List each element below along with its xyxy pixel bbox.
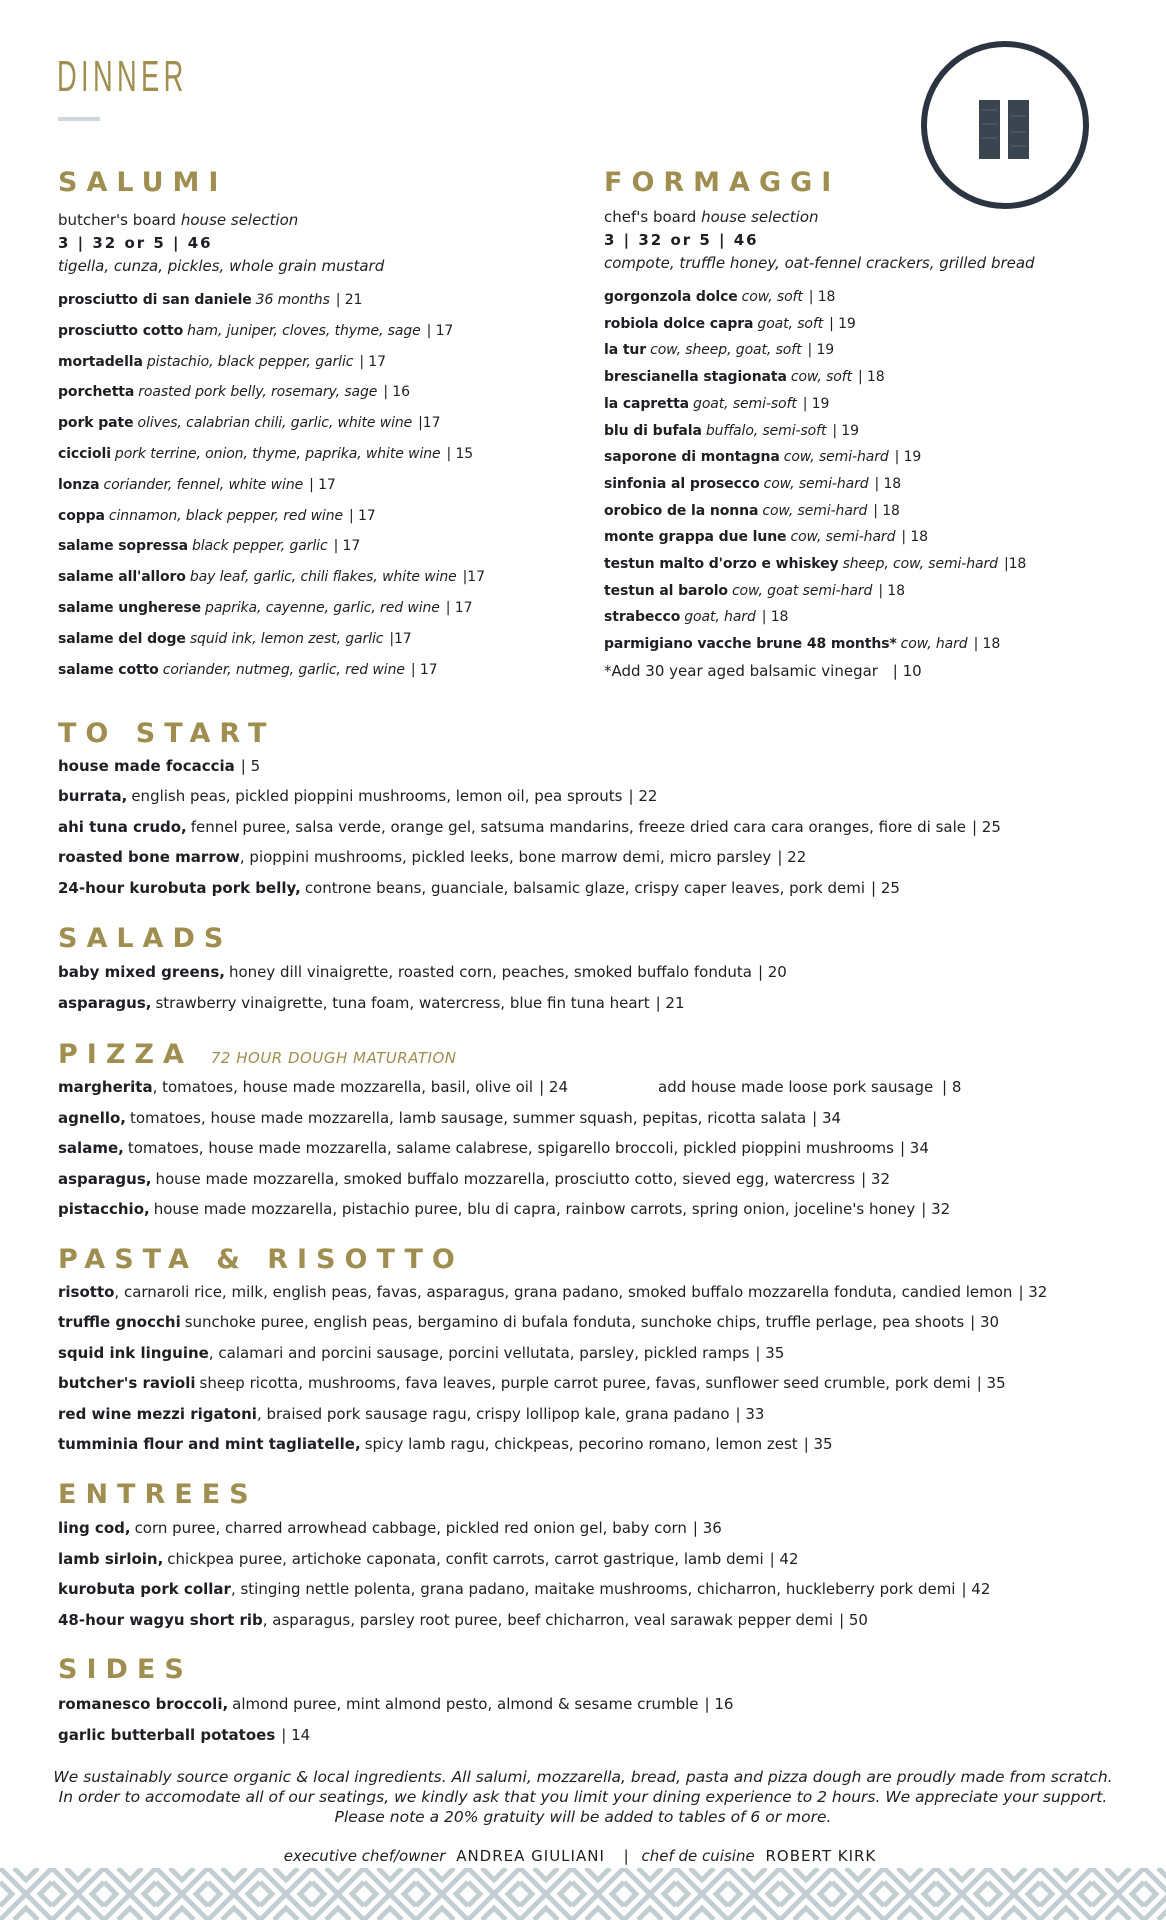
- board-desc: house selection: [701, 208, 819, 226]
- menu-item: [604, 422, 859, 440]
- note-price: | 10: [892, 662, 922, 680]
- item-price: | 18: [857, 369, 885, 386]
- item-name: salame sopressa: [58, 538, 188, 555]
- item-description: fennel puree, salsa verde, orange gel, satsuma mandarins, freeze dried cara cara oranges, fiore di sale: [190, 817, 966, 836]
- item-name: agnello,: [58, 1108, 126, 1127]
- item-price: | 5: [240, 757, 261, 775]
- menu-item: [58, 1726, 310, 1744]
- menu-item: [58, 1200, 950, 1218]
- item-price: | 21: [655, 993, 685, 1012]
- item-name: ciccioli: [58, 446, 111, 462]
- item-price: | 32: [921, 1200, 951, 1218]
- item-description: sheep ricotta, mushrooms, fava leaves, purple carrot puree, favas, sunflower seed crumble, pork demi: [199, 1374, 971, 1393]
- addon-price: | 8: [942, 1078, 962, 1096]
- item-name: asparagus,: [58, 993, 152, 1012]
- item-name: garlic butterball potatoes: [58, 1725, 276, 1744]
- item-name: porchetta: [58, 384, 135, 401]
- item-price: | 35: [803, 1435, 833, 1453]
- item-description: cinnamon, black pepper, red wine: [108, 507, 344, 524]
- item-price: | 16: [704, 1695, 734, 1713]
- menu-item: [58, 1283, 1047, 1301]
- item-price: | 20: [757, 963, 787, 981]
- item-name: 48-hour wagyu short rib: [58, 1610, 263, 1629]
- item-description: coriander, nutmeg, garlic, red wine: [162, 661, 405, 678]
- item-description: cow, semi-hard: [783, 449, 889, 466]
- item-name: ahi tuna crudo,: [58, 817, 187, 836]
- item-name: lonza: [58, 476, 100, 493]
- item-name: burrata,: [58, 787, 128, 806]
- item-price: | 32: [1018, 1283, 1048, 1301]
- menu-item: [58, 291, 362, 309]
- item-name: mortadella: [58, 353, 143, 370]
- item-description: bay leaf, garlic, chili flakes, white wine: [189, 569, 457, 586]
- menu-item: [58, 383, 410, 401]
- item-description: coriander, fennel, white wine: [103, 476, 304, 493]
- menu-item: [58, 848, 806, 866]
- menu-item: [58, 1519, 722, 1537]
- item-description: , pioppini mushrooms, pickled leeks, bone marrow demi, micro parsley: [239, 848, 772, 867]
- menu-item: [58, 1344, 784, 1362]
- item-name: romanesco broccoli,: [58, 1695, 229, 1713]
- menu-item: [604, 315, 856, 333]
- item-name: butcher's ravioli: [58, 1374, 196, 1393]
- item-price: | 19: [807, 342, 835, 359]
- decorative-lattice-pattern: [0, 1868, 1166, 1920]
- item-price: | 32: [861, 1169, 891, 1188]
- item-description: olives, calabrian chili, garlic, white wine: [137, 415, 413, 432]
- item-description: tomatoes, house made mozzarella, lamb sausage, summer squash, pepitas, ricotta salata: [130, 1108, 807, 1127]
- item-price: | 18: [878, 582, 905, 599]
- footer-notice: [0, 1767, 1166, 1827]
- item-name: sinfonia al prosecco: [604, 475, 760, 492]
- board-price: 3 | 32 or 5 | 46: [58, 234, 213, 252]
- menu-item: [58, 1313, 999, 1331]
- item-name: 24-hour kurobuta pork belly,: [58, 878, 301, 897]
- menu-item: [58, 757, 260, 775]
- item-description: house made mozzarella, pistachio puree, blu di capra, rainbow carrots, spring onion, joceline's honey: [153, 1200, 916, 1218]
- item-description: chickpea puree, artichoke caponata, confit carrots, carrot gastrique, lamb demi: [167, 1549, 764, 1568]
- chef-role: executive chef/owner: [283, 1847, 446, 1865]
- item-name: coppa: [58, 507, 105, 524]
- section-title-formaggi: FORMAGGI: [604, 167, 841, 198]
- menu-item: [58, 1435, 833, 1453]
- section-title-sides: SIDES: [58, 1654, 193, 1685]
- pizza-addon: [658, 1078, 961, 1096]
- menu-item: [58, 1405, 764, 1423]
- menu-item: [58, 353, 386, 371]
- menu-item: [58, 1078, 568, 1096]
- item-description: , calamari and porcini sausage, porcini vellutata, parsley, pickled ramps: [208, 1343, 750, 1362]
- menu-item: [58, 818, 1001, 836]
- item-description: cow, hard: [900, 636, 968, 653]
- item-description: black pepper, garlic: [191, 538, 328, 555]
- item-description: pistachio, black pepper, garlic: [146, 353, 354, 370]
- item-price: | 33: [735, 1404, 765, 1423]
- menu-item: [604, 448, 921, 466]
- menu-item: [58, 1580, 990, 1598]
- item-description: roasted pork belly, rosemary, sage: [138, 384, 378, 401]
- item-name: risotto: [58, 1283, 115, 1301]
- item-name: pork pate: [58, 415, 134, 432]
- item-description: controne beans, guanciale, balsamic glaze, crispy caper leaves, pork demi: [304, 878, 865, 897]
- item-description: cow, soft: [741, 289, 803, 305]
- item-description: sheep, cow, semi-hard: [842, 556, 998, 572]
- item-name: robiola dolce capra: [604, 315, 754, 332]
- item-price: | 21: [335, 292, 363, 308]
- item-description: spicy lamb ragu, chickpeas, pecorino romano, lemon zest: [364, 1435, 798, 1453]
- item-description: cow, semi-hard: [762, 502, 868, 519]
- item-price: | 42: [961, 1580, 991, 1598]
- menu-item: [58, 414, 440, 432]
- item-name: salame del doge: [58, 630, 186, 647]
- menu-item: [604, 341, 834, 359]
- item-description: sunchoke puree, english peas, bergamino di bufala fonduta, sunchoke chips, truffle perlage, pea shoots: [184, 1313, 965, 1332]
- item-description: goat, hard: [684, 609, 756, 626]
- item-description: cow, semi-hard: [790, 529, 896, 546]
- item-description: ham, juniper, cloves, thyme, sage: [187, 322, 421, 339]
- title-divider: [58, 117, 100, 121]
- item-name: prosciutto di san daniele: [58, 292, 252, 308]
- item-price: |17: [389, 630, 412, 647]
- item-description: pork terrine, onion, thyme, paprika, white wine: [114, 446, 441, 462]
- pizza-subtitle: 72 HOUR DOUGH MATURATION: [210, 1049, 457, 1067]
- item-description: cow, sheep, goat, soft: [650, 342, 802, 359]
- item-price: | 18: [901, 529, 928, 546]
- item-name: salame all'alloro: [58, 569, 186, 586]
- item-price: | 17: [445, 600, 473, 616]
- item-price: | 25: [871, 878, 900, 897]
- item-price: | 14: [281, 1725, 311, 1744]
- item-name: salame ungherese: [58, 600, 202, 616]
- item-description: , asparagus, parsley root puree, beef chicharron, veal sarawak pepper demi: [262, 1610, 834, 1629]
- item-price: |18: [1003, 556, 1027, 572]
- menu-item: [604, 368, 885, 386]
- note-text: *Add 30 year aged balsamic vinegar: [604, 662, 878, 680]
- item-description: almond puree, mint almond pesto, almond & sesame crumble: [232, 1695, 699, 1713]
- menu-item: [604, 528, 928, 546]
- item-name: blu di bufala: [604, 422, 702, 439]
- item-name: prosciutto cotto: [58, 322, 184, 339]
- item-price: | 18: [761, 609, 789, 626]
- item-name: ling cod,: [58, 1519, 131, 1537]
- item-price: | 42: [769, 1549, 799, 1568]
- menu-item: [604, 635, 1000, 653]
- item-price: | 15: [446, 446, 474, 462]
- item-name: salame,: [58, 1139, 124, 1157]
- item-name: brescianella stagionata: [604, 369, 787, 386]
- item-name: lamb sirloin,: [58, 1549, 164, 1568]
- page-title: DINNER: [57, 52, 188, 101]
- item-description: house made mozzarella, smoked buffalo mozzarella, prosciutto cotto, sieved egg, watercress: [155, 1169, 856, 1188]
- item-description: buffalo, semi-soft: [705, 422, 827, 439]
- item-price: | 22: [777, 848, 807, 867]
- pizza-title: PIZZA: [58, 1039, 193, 1070]
- cuisine-role: chef de cuisine: [641, 1847, 755, 1865]
- menu-item: [604, 475, 901, 493]
- menu-item: [604, 608, 788, 626]
- section-title-entrees: ENTREES: [58, 1479, 258, 1510]
- item-name: truffle gnocchi: [58, 1313, 181, 1332]
- item-description: goat, semi-soft: [693, 395, 797, 412]
- menu-item: [58, 879, 900, 897]
- cuisine-name: ROBERT KIRK: [765, 1847, 877, 1865]
- menu-item: [604, 502, 900, 520]
- item-description: cow, semi-hard: [763, 475, 869, 492]
- menu-item: [604, 582, 905, 600]
- item-name: la tur: [604, 342, 647, 359]
- item-price: | 24: [539, 1078, 569, 1096]
- sourcing-note: We sustainably source organic & local ingredients. All salumi, mozzarella, bread, pasta and pizza dough are proudly made from scratch.: [53, 1768, 1113, 1786]
- item-price: | 34: [812, 1108, 842, 1127]
- menu-item: [58, 1139, 929, 1157]
- section-title-to-start: TO START: [58, 718, 276, 749]
- item-name: asparagus,: [58, 1169, 152, 1188]
- menu-item: [58, 445, 473, 463]
- item-description: paprika, cayenne, garlic, red wine: [205, 600, 440, 616]
- gratuity-note: Please note a 20% gratuity will be added to tables of 6 or more.: [334, 1808, 832, 1826]
- item-price: | 22: [628, 787, 658, 806]
- menu-item: [604, 288, 835, 306]
- item-name: strabecco: [604, 609, 681, 626]
- item-description: , carnaroli rice, milk, english peas, favas, asparagus, grana padano, smoked buffalo mozzarella fonduta, candied lemon: [114, 1283, 1013, 1301]
- menu-item: [58, 1374, 1006, 1392]
- section-title-salumi: SALUMI: [58, 167, 228, 198]
- board-desc: house selection: [180, 211, 299, 229]
- item-description: , braised pork sausage ragu, crispy lollipop kale, grana padano: [256, 1404, 730, 1423]
- item-description: , stinging nettle polenta, grana padano, maitake mushrooms, chicharron, huckleberry pork demi: [230, 1580, 956, 1598]
- section-title-pasta-risotto: PASTA & RISOTTO: [58, 1244, 464, 1275]
- item-name: house made focaccia: [58, 757, 235, 775]
- item-name: orobico de la nonna: [604, 502, 759, 519]
- menu-item: [58, 1695, 733, 1713]
- item-name: monte grappa due lune: [604, 529, 787, 546]
- menu-item: [604, 395, 829, 413]
- item-name: kurobuta pork collar: [58, 1580, 231, 1598]
- item-name: roasted bone marrow: [58, 848, 240, 867]
- menu-item: [58, 322, 453, 340]
- item-price: | 17: [410, 661, 438, 678]
- board-name: butcher's board: [58, 211, 177, 229]
- item-description: corn puree, charred arrowhead cabbage, pickled red onion gel, baby corn: [134, 1519, 687, 1537]
- item-name: margherita: [58, 1078, 153, 1096]
- board-price: 3 | 32 or 5 | 46: [604, 231, 759, 249]
- item-name: tumminia flour and mint tagliatelle,: [58, 1435, 361, 1453]
- item-description: honey dill vinaigrette, roasted corn, peaches, smoked buffalo fonduta: [228, 963, 752, 981]
- item-name: testun al barolo: [604, 582, 728, 599]
- menu-item: [58, 661, 437, 679]
- item-price: | 30: [970, 1313, 1000, 1332]
- item-name: pistacchio,: [58, 1200, 150, 1218]
- menu-item: [58, 1170, 890, 1188]
- section-title-salads: SALADS: [58, 923, 233, 954]
- item-price: | 36: [692, 1519, 722, 1537]
- menu-item: [58, 963, 787, 981]
- menu-item: [58, 787, 657, 805]
- item-description: cow, goat semi-hard: [731, 582, 873, 599]
- item-name: parmigiano vacche brune 48 months*: [604, 636, 897, 653]
- item-price: | 34: [899, 1139, 929, 1157]
- item-description: english peas, pickled pioppini mushrooms, lemon oil, pea sprouts: [131, 787, 623, 806]
- menu-item: [58, 507, 376, 525]
- item-description: goat, soft: [757, 315, 824, 332]
- board-accompaniments: tigella, cunza, pickles, whole grain mustard: [58, 257, 385, 275]
- item-price: | 19: [829, 315, 856, 332]
- item-price: | 17: [426, 322, 454, 339]
- menu-item: [58, 568, 485, 586]
- board-accompaniments: compote, truffle honey, oat-fennel crackers, grilled bread: [604, 254, 1035, 272]
- item-name: testun malto d'orzo e whiskey: [604, 556, 839, 572]
- menu-item: [58, 537, 360, 555]
- item-name: squid ink linguine: [58, 1343, 209, 1362]
- item-price: | 19: [894, 449, 922, 466]
- item-price: | 17: [309, 476, 336, 493]
- item-price: | 50: [839, 1610, 868, 1629]
- menu-item: [58, 994, 685, 1012]
- menu-item: [58, 1109, 841, 1127]
- menu-item: [604, 555, 1026, 573]
- item-description: 36 months: [255, 292, 330, 308]
- board-line: [58, 211, 298, 229]
- item-price: | 17: [333, 538, 361, 555]
- menu-item: [58, 1550, 799, 1568]
- board-name: chef's board: [604, 208, 697, 226]
- item-price: | 35: [755, 1343, 785, 1362]
- item-price: | 18: [874, 475, 902, 492]
- item-price: | 35: [976, 1374, 1006, 1393]
- item-price: | 17: [349, 507, 376, 524]
- item-price: | 25: [971, 817, 1001, 836]
- menu-item: [58, 1611, 868, 1629]
- section-title-pizza: [58, 1040, 456, 1073]
- item-name: saporone di montagna: [604, 449, 780, 466]
- item-description: squid ink, lemon zest, garlic: [189, 630, 384, 647]
- item-price: | 16: [383, 384, 410, 401]
- item-price: | 19: [832, 422, 859, 439]
- item-name: red wine mezzi rigatoni: [58, 1404, 257, 1423]
- item-price: | 18: [808, 289, 836, 305]
- item-name: la capretta: [604, 395, 690, 412]
- chef-name: ANDREA GIULIANI: [456, 1847, 605, 1865]
- seating-note: In order to accomodate all of our seatings, we kindly ask that you limit your dining experience to 2 hours. We appreciate your support.: [58, 1788, 1108, 1806]
- item-price: |17: [418, 415, 441, 432]
- item-description: cow, soft: [790, 369, 852, 386]
- item-price: | 18: [873, 502, 900, 519]
- item-description: , tomatoes, house made mozzarella, basil, olive oil: [152, 1078, 534, 1096]
- item-description: strawberry vinaigrette, tuna foam, watercress, blue fin tuna heart: [155, 993, 650, 1012]
- item-name: salame cotto: [58, 661, 159, 678]
- item-price: | 18: [973, 636, 1001, 653]
- menu-item: [58, 630, 412, 648]
- item-name: baby mixed greens,: [58, 963, 225, 981]
- menu-item: [58, 599, 472, 617]
- item-price: |17: [462, 569, 485, 586]
- restaurant-logo-icon: [920, 40, 1090, 210]
- board-line: [604, 208, 819, 226]
- menu-item: [58, 476, 336, 494]
- chef-credits: [0, 1847, 1166, 1865]
- item-description: tomatoes, house made mozzarella, salame calabrese, spigarello broccoli, pickled pioppini mushrooms: [127, 1139, 894, 1157]
- item-name: gorgonzola dolce: [604, 289, 738, 305]
- item-price: | 17: [359, 353, 386, 370]
- item-price: | 19: [802, 395, 830, 412]
- credits-separator: |: [623, 1847, 629, 1865]
- balsamic-note: [604, 662, 922, 680]
- addon-text: add house made loose pork sausage: [658, 1078, 934, 1096]
